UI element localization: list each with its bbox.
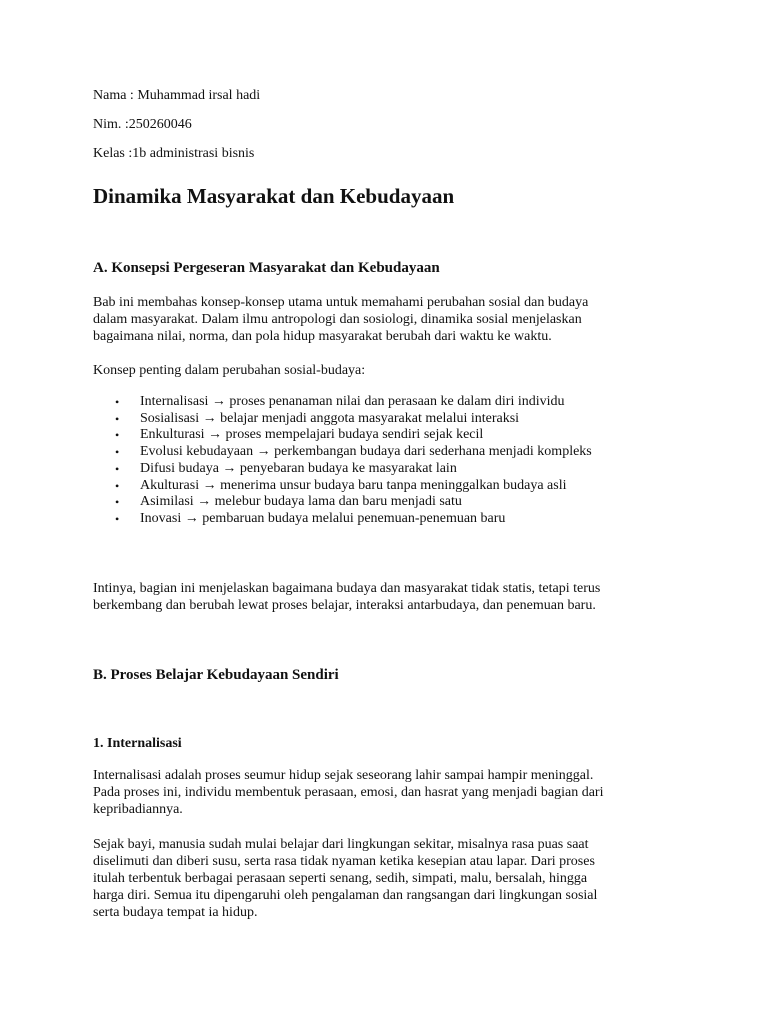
- internalisasi-paragraph-1: Internalisasi adalah proses seumur hidup sejak seseorang lahir sampai hampir meninggal. Pada proses ini, individu membentuk perasaan, emosi, dan hasrat yang menjadi bagian dari kepribadiannya.: [93, 768, 604, 817]
- list-item-text: Difusi budaya → penyebaran budaya ke masyarakat lain: [140, 460, 457, 476]
- list-item-text: Asimilasi → melebur budaya lama dan baru menjadi satu: [140, 494, 462, 510]
- list-item: [93, 461, 592, 478]
- list-item: [93, 427, 592, 444]
- list-item-text: Internalisasi → proses penanaman nilai dan perasaan ke dalam diri individu: [140, 394, 565, 409]
- section-b-heading: B. Proses Belajar Kebudayaan Sendiri: [93, 667, 339, 683]
- list-item: [93, 411, 592, 428]
- list-item: [93, 511, 592, 528]
- bullet-icon: •: [115, 511, 120, 526]
- bullet-icon: •: [115, 428, 120, 443]
- list-item-text: Sosialisasi → belajar menjadi anggota masyarakat melalui interaksi: [140, 410, 520, 426]
- nim-line: Nim. :250260046: [93, 117, 192, 132]
- section-a-intro: Bab ini membahas konsep-konsep utama untuk memahami perubahan sosial dan budaya dalam masyarakat. Dalam ilmu antropologi dan sosiologi, dinamika sosial menjelaskan bagaimana nilai, norma, dan pola hidup masyarakat berubah dari waktu ke waktu.: [93, 295, 589, 344]
- list-item: [93, 444, 592, 461]
- list-item-text: Enkulturasi → proses mempelajari budaya sendiri sejak kecil: [140, 427, 484, 443]
- class-line: Kelas :1b administrasi bisnis: [93, 146, 255, 161]
- section-a-heading: A. Konsepsi Pergeseran Masyarakat dan Kebudayaan: [93, 260, 440, 276]
- bullet-icon: •: [115, 478, 120, 493]
- list-item: [93, 478, 592, 495]
- bullet-icon: •: [115, 395, 120, 409]
- bullet-icon: •: [115, 495, 120, 510]
- section-a-summary: Intinya, bagian ini menjelaskan bagaimana budaya dan masyarakat tidak statis, tetapi terus berkembang dan berubah lewat proses belajar, interaksi antarbudaya, dan penemuan baru.: [93, 581, 601, 613]
- concept-list: [93, 394, 592, 528]
- list-item-text: Evolusi kebudayaan → perkembangan budaya dari sederhana menjadi kompleks: [140, 444, 592, 460]
- list-item: [93, 394, 592, 411]
- list-item-text: Inovasi → pembaruan budaya melalui penemuan-penemuan baru: [140, 510, 506, 526]
- internalisasi-paragraph-2: Sejak bayi, manusia sudah mulai belajar dari lingkungan sekitar, misalnya rasa puas saat diselimuti dan diberi susu, serta rasa tidak nyaman ketika kesepian atau lapar. Dari proses itulah terbentuk berbagai perasaan seperti senang, sedih, simpati, malu, bersalah, hingga harga diri. Semua itu dipengaruhi oleh pengalaman dan rangsangan dari lingkungan sosial serta budaya tempat ia hidup.: [93, 837, 598, 920]
- bullet-icon: •: [115, 411, 120, 426]
- list-lead: Konsep penting dalam perubahan sosial-budaya:: [93, 363, 366, 378]
- bullet-icon: •: [115, 461, 120, 476]
- list-item: [93, 494, 592, 511]
- name-line: Nama : Muhammad irsal hadi: [93, 88, 261, 103]
- document-title: Dinamika Masyarakat dan Kebudayaan: [93, 184, 455, 208]
- bullet-icon: •: [115, 445, 120, 460]
- list-item-text: Akulturasi → menerima unsur budaya baru tanpa meninggalkan budaya asli: [140, 477, 567, 493]
- subsection-internalisasi-heading: 1. Internalisasi: [93, 736, 182, 751]
